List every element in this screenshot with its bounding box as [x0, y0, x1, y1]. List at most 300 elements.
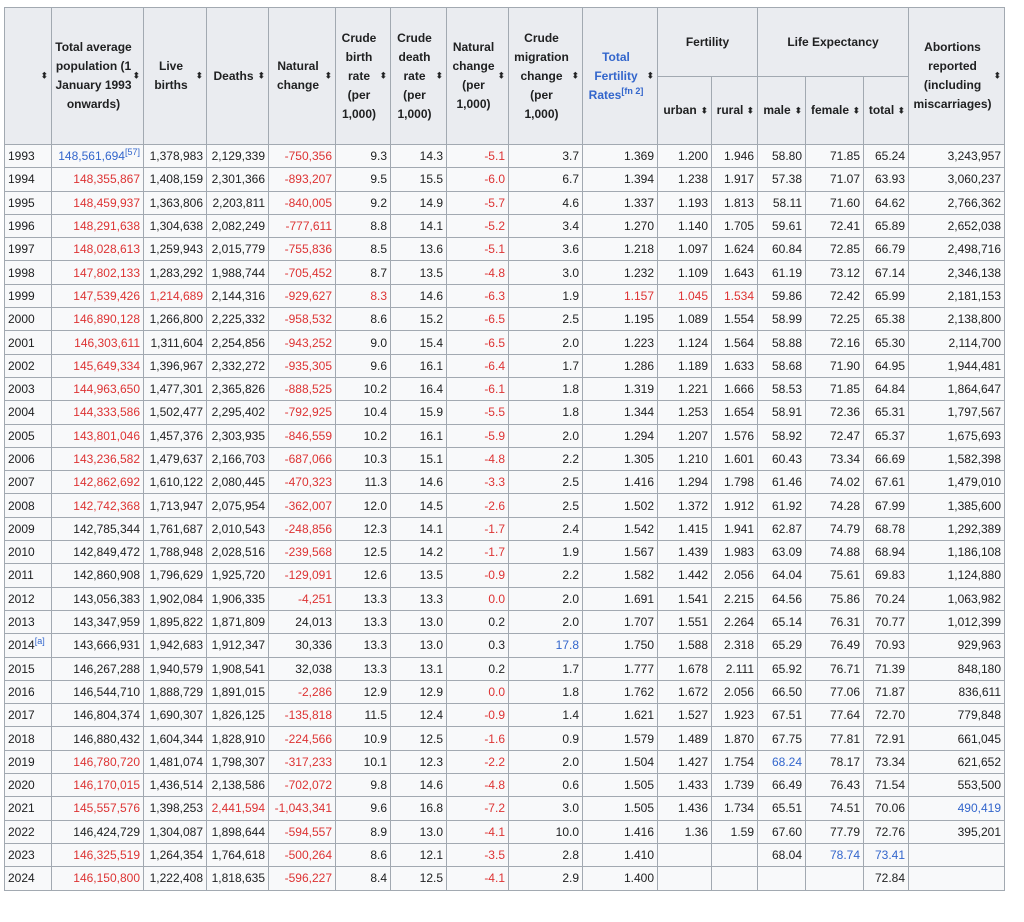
urban-fertility-cell-value: 1.439 [677, 545, 708, 560]
migration-cell [509, 820, 583, 843]
natural-change-rate-cell-value: -1.7 [484, 521, 505, 536]
sort-icon: ⬍ [324, 70, 332, 81]
crude-birth-rate-cell-value: 12.5 [363, 545, 387, 560]
population-cell-value: 146,890,128 [73, 312, 140, 327]
female-life-expectancy-cell [806, 610, 864, 633]
deaths-cell-value: 2,015,779 [211, 242, 265, 257]
deaths-cell [207, 541, 269, 564]
urban-fertility-cell [658, 634, 712, 657]
natural-change-cell-value: -500,264 [284, 848, 332, 863]
year-cell [5, 401, 52, 424]
live-births-cell-value: 1,363,806 [149, 195, 203, 210]
tfr-cell [583, 843, 658, 866]
abortions-cell-value: 1,292,389 [947, 521, 1001, 536]
deaths-cell [207, 308, 269, 331]
crude-birth-rate-cell-value: 9.2 [370, 195, 387, 210]
tfr-cell-value: 1.394 [623, 172, 654, 187]
col-header-female[interactable]: female ⬍ [806, 77, 864, 145]
live-births-cell [144, 820, 207, 843]
crude-death-rate-cell [391, 238, 447, 261]
migration-cell [509, 145, 583, 168]
deaths-cell-value: 1,898,644 [211, 824, 265, 839]
natural-change-rate-cell [447, 494, 509, 517]
live-births-cell [144, 657, 207, 680]
population-cell [52, 238, 144, 261]
urban-fertility-cell-value: 1.193 [677, 195, 708, 210]
total-life-expectancy-cell-value: 65.30 [874, 335, 905, 350]
deaths-cell [207, 587, 269, 610]
migration-cell-value: 0.6 [562, 778, 579, 793]
tfr-cell-value: 1.750 [623, 638, 654, 653]
col-header-male[interactable]: male ⬍ [758, 77, 806, 145]
year-cell-value: 2008 [8, 498, 35, 513]
natural-change-cell-value: -596,227 [284, 871, 332, 886]
male-life-expectancy-cell [758, 774, 806, 797]
crude-death-rate-cell [391, 541, 447, 564]
total-life-expectancy-cell-value: 71.54 [874, 778, 905, 793]
natural-change-rate-cell-value: 0.0 [488, 591, 505, 606]
deaths-cell [207, 820, 269, 843]
urban-fertility-cell [658, 494, 712, 517]
migration-cell [509, 797, 583, 820]
population-cell [52, 843, 144, 866]
tfr-cell-value: 1.505 [623, 778, 654, 793]
year-cell [5, 820, 52, 843]
footnote-ref[interactable]: [a] [34, 636, 45, 647]
natural-change-cell [269, 424, 336, 447]
total-life-expectancy-cell-value: 65.99 [874, 288, 905, 303]
natural-change-rate-cell-value: -2.2 [484, 754, 505, 769]
col-header-abortions[interactable]: Abortions reported (including miscarriages) ⬍ [909, 8, 1005, 145]
live-births-cell [144, 680, 207, 703]
urban-fertility-cell [658, 517, 712, 540]
live-births-cell-value: 1,940,579 [149, 661, 203, 676]
table-row [5, 680, 1005, 703]
deaths-cell [207, 494, 269, 517]
crude-birth-rate-cell [336, 354, 391, 377]
year-cell [5, 843, 52, 866]
female-life-expectancy-cell-value: 73.12 [829, 265, 860, 280]
rural-fertility-cell [712, 680, 758, 703]
crude-death-rate-cell-value: 14.9 [419, 195, 443, 210]
migration-cell-value: 2.5 [562, 498, 579, 513]
population-cell-value: 147,802,133 [73, 265, 140, 280]
population-cell-value: 143,056,383 [73, 591, 140, 606]
tfr-cell-value: 1.218 [623, 242, 654, 257]
abortions-cell-value: 1,063,982 [947, 591, 1001, 606]
crude-birth-rate-cell [336, 820, 391, 843]
col-header-deaths[interactable]: Deaths ⬍ [207, 8, 269, 145]
col-header-natural-change-rate[interactable]: Natural change (per 1,000) ⬍ [447, 8, 509, 145]
col-header-migration[interactable]: Crude migration change (per 1,000) ⬍ [509, 8, 583, 145]
urban-fertility-cell [658, 401, 712, 424]
table-row [5, 494, 1005, 517]
deaths-cell [207, 750, 269, 773]
deaths-cell [207, 377, 269, 400]
natural-change-rate-cell [447, 191, 509, 214]
crude-death-rate-cell [391, 657, 447, 680]
population-cell [52, 331, 144, 354]
live-births-cell-value: 1,396,967 [149, 358, 203, 373]
deaths-cell [207, 564, 269, 587]
rural-fertility-cell-value: 1.643 [723, 265, 754, 280]
natural-change-cell-value: -755,836 [284, 242, 332, 257]
crude-birth-rate-cell [336, 774, 391, 797]
col-header-year[interactable] [5, 8, 52, 145]
total-life-expectancy-cell [864, 214, 909, 237]
migration-cell [509, 191, 583, 214]
migration-cell [509, 680, 583, 703]
tfr-cell [583, 657, 658, 680]
crude-birth-rate-cell [336, 168, 391, 191]
population-cell-value: 142,860,908 [73, 568, 140, 583]
live-births-cell-value: 1,888,729 [149, 684, 203, 699]
female-life-expectancy-cell [806, 680, 864, 703]
crude-death-rate-cell-value: 14.6 [419, 778, 443, 793]
population-cell-value: 144,333,586 [73, 405, 140, 420]
urban-fertility-cell-value: 1.207 [677, 428, 708, 443]
tfr-cell-value: 1.762 [623, 684, 654, 699]
abortions-cell [909, 308, 1005, 331]
natural-change-rate-cell-value: -4.1 [484, 871, 505, 886]
col-header-crude-birth-rate[interactable]: Crude birth rate (per 1,000) ⬍ [336, 8, 391, 145]
crude-birth-rate-cell [336, 401, 391, 424]
year-cell [5, 727, 52, 750]
crude-death-rate-cell-value: 14.1 [419, 219, 443, 234]
migration-cell [509, 704, 583, 727]
crude-death-rate-cell [391, 191, 447, 214]
population-cell [52, 587, 144, 610]
migration-cell-value: 2.0 [562, 754, 579, 769]
rural-fertility-cell [712, 331, 758, 354]
year-cell-value: 2013 [8, 615, 35, 630]
female-life-expectancy-cell-value: 77.06 [829, 684, 860, 699]
deaths-cell-value: 1,906,335 [211, 591, 265, 606]
total-life-expectancy-cell-value: 65.89 [874, 219, 905, 234]
urban-fertility-cell-value: 1.294 [677, 475, 708, 490]
live-births-cell-value: 1,264,354 [149, 848, 203, 863]
table-row [5, 145, 1005, 168]
natural-change-rate-cell-value: -5.9 [484, 428, 505, 443]
total-life-expectancy-cell-value: 63.93 [874, 172, 905, 187]
crude-death-rate-cell [391, 867, 447, 890]
tfr-cell-value: 1.542 [623, 521, 654, 536]
natural-change-cell-value: -224,566 [284, 731, 332, 746]
crude-death-rate-cell-value: 14.5 [419, 498, 443, 513]
male-life-expectancy-cell-value: 64.56 [771, 591, 802, 606]
male-life-expectancy-cell-value: 65.92 [771, 661, 802, 676]
crude-birth-rate-cell [336, 750, 391, 773]
crude-death-rate-cell [391, 168, 447, 191]
crude-death-rate-cell-value: 12.5 [419, 731, 443, 746]
sort-icon: ⬍ [195, 70, 203, 81]
migration-cell [509, 214, 583, 237]
population-cell [52, 447, 144, 470]
urban-fertility-cell [658, 191, 712, 214]
deaths-cell-value: 1,818,635 [211, 871, 265, 886]
deaths-cell-value: 1,798,307 [211, 754, 265, 769]
tfr-cell-value: 1.621 [623, 708, 654, 723]
crude-death-rate-cell [391, 634, 447, 657]
tfr-cell [583, 377, 658, 400]
natural-change-cell-value: -935,305 [284, 358, 332, 373]
female-life-expectancy-cell [806, 214, 864, 237]
migration-cell-value: 17.8 [555, 638, 579, 653]
natural-change-cell [269, 657, 336, 680]
crude-death-rate-cell [391, 610, 447, 633]
female-life-expectancy-cell [806, 261, 864, 284]
female-life-expectancy-cell [806, 774, 864, 797]
tfr-footnote-ref[interactable]: [fn 2] [621, 85, 644, 96]
female-life-expectancy-cell-value: 73.34 [829, 452, 860, 466]
rural-fertility-cell-value: 1.624 [723, 242, 754, 257]
total-life-expectancy-cell [864, 541, 909, 564]
crude-birth-rate-cell [336, 214, 391, 237]
crude-death-rate-cell-value: 13.5 [419, 568, 443, 583]
crude-death-rate-cell [391, 331, 447, 354]
year-cell-value: 2016 [8, 684, 35, 699]
live-births-cell [144, 774, 207, 797]
year-cell [5, 214, 52, 237]
tfr-cell [583, 610, 658, 633]
migration-cell-value: 2.4 [562, 521, 579, 536]
total-life-expectancy-cell [864, 797, 909, 820]
natural-change-cell [269, 377, 336, 400]
crude-birth-rate-cell [336, 447, 391, 470]
natural-change-cell-value: 24,013 [295, 615, 332, 630]
col-header-tfr[interactable] [583, 8, 658, 145]
total-life-expectancy-cell [864, 517, 909, 540]
total-life-expectancy-cell-value: 70.93 [874, 638, 905, 653]
population-cell-value: 145,649,334 [73, 358, 140, 373]
crude-death-rate-cell-value: 13.3 [419, 591, 443, 606]
crude-birth-rate-cell-value: 8.5 [370, 242, 387, 257]
deaths-cell [207, 261, 269, 284]
migration-cell [509, 610, 583, 633]
rural-fertility-cell-value: 2.264 [723, 615, 754, 630]
population-cell [52, 820, 144, 843]
rural-fertility-cell [712, 191, 758, 214]
migration-cell [509, 517, 583, 540]
crude-birth-rate-cell [336, 541, 391, 564]
year-cell-value: 2000 [8, 312, 35, 327]
deaths-cell-value: 1,828,910 [211, 731, 265, 746]
deaths-cell-value: 2,365,826 [211, 382, 265, 397]
male-life-expectancy-cell-value: 58.88 [771, 335, 802, 350]
rural-fertility-cell [712, 238, 758, 261]
natural-change-cell [269, 797, 336, 820]
population-cell-value: 146,170,015 [73, 778, 140, 793]
urban-fertility-cell-value: 1.427 [677, 754, 708, 769]
urban-fertility-cell-value: 1.436 [677, 801, 708, 816]
deaths-cell-value: 2,225,332 [211, 312, 265, 327]
female-life-expectancy-cell-value: 74.51 [829, 801, 860, 816]
crude-death-rate-cell [391, 494, 447, 517]
male-life-expectancy-cell-value: 63.09 [771, 545, 802, 560]
female-life-expectancy-cell [806, 704, 864, 727]
natural-change-cell [269, 261, 336, 284]
tfr-link[interactable]: Total Fertility Rates [588, 49, 638, 102]
population-cell-value: 146,804,374 [73, 708, 140, 723]
urban-fertility-cell [658, 750, 712, 773]
total-life-expectancy-cell [864, 774, 909, 797]
female-life-expectancy-cell [806, 238, 864, 261]
crude-birth-rate-cell-value: 12.9 [363, 684, 387, 699]
tfr-cell-value: 1.504 [623, 754, 654, 769]
female-life-expectancy-cell-value: 76.43 [829, 778, 860, 793]
crude-death-rate-cell-value: 15.1 [419, 452, 443, 466]
migration-cell [509, 727, 583, 750]
abortions-cell-value: 490,419 [957, 801, 1001, 816]
migration-cell-value: 2.2 [562, 452, 579, 466]
col-header-natural-change[interactable]: Natural change ⬍ [269, 8, 336, 145]
tfr-cell [583, 191, 658, 214]
crude-death-rate-cell-value: 12.9 [419, 684, 443, 699]
crude-death-rate-cell [391, 587, 447, 610]
abortions-cell-value: 2,766,362 [947, 195, 1001, 210]
urban-fertility-cell [658, 471, 712, 494]
year-cell-value: 2004 [8, 405, 35, 420]
crude-death-rate-cell-value: 15.4 [419, 335, 443, 350]
urban-fertility-cell [658, 727, 712, 750]
population-cell [52, 634, 144, 657]
live-births-cell-value: 1,266,800 [149, 312, 203, 327]
population-cell-value: 148,028,613 [73, 242, 140, 257]
year-cell-value: 2012 [8, 591, 35, 606]
live-births-cell [144, 750, 207, 773]
urban-fertility-cell-value: 1.253 [677, 405, 708, 420]
urban-fertility-cell-value: 1.221 [677, 382, 708, 397]
deaths-cell-value: 2,138,586 [211, 778, 265, 793]
tfr-cell [583, 284, 658, 307]
crude-birth-rate-cell-value: 8.6 [370, 312, 387, 327]
total-life-expectancy-cell-value: 67.61 [874, 475, 905, 490]
crude-birth-rate-cell-value: 12.6 [363, 568, 387, 583]
migration-cell [509, 308, 583, 331]
male-life-expectancy-cell [758, 750, 806, 773]
tfr-cell [583, 750, 658, 773]
footnote-ref[interactable]: [57] [124, 147, 140, 158]
table-row [5, 820, 1005, 843]
natural-change-rate-cell-value: -6.5 [484, 335, 505, 350]
total-life-expectancy-cell-value: 71.39 [874, 661, 905, 676]
female-life-expectancy-cell [806, 867, 864, 890]
natural-change-rate-cell [447, 447, 509, 470]
migration-cell-value: 10.0 [555, 824, 579, 839]
female-life-expectancy-cell [806, 657, 864, 680]
natural-change-rate-cell-value: -6.0 [484, 172, 505, 187]
total-life-expectancy-cell-value: 64.62 [874, 195, 905, 210]
migration-cell-value: 1.7 [562, 661, 579, 676]
crude-birth-rate-cell-value: 11.3 [364, 475, 387, 490]
crude-death-rate-cell-value: 15.9 [419, 405, 443, 420]
crude-death-rate-cell-value: 13.5 [419, 265, 443, 280]
total-life-expectancy-cell [864, 354, 909, 377]
year-cell [5, 564, 52, 587]
col-header-crude-death-rate[interactable]: Crude death rate (per 1,000) ⬍ [391, 8, 447, 145]
deaths-cell [207, 843, 269, 866]
col-header-population[interactable]: Total average population (1 January 1993 onwards) ⬍ [52, 8, 144, 145]
natural-change-rate-cell-value: -6.5 [484, 312, 505, 327]
total-life-expectancy-cell [864, 587, 909, 610]
abortions-cell-value: 1,944,481 [947, 358, 1001, 373]
population-cell-value: 148,459,937 [73, 195, 140, 210]
abortions-cell-value: 3,243,957 [947, 149, 1001, 164]
population-cell-value: 143,347,959 [73, 615, 140, 630]
natural-change-cell [269, 331, 336, 354]
deaths-cell-value: 2,332,272 [211, 358, 265, 373]
natural-change-cell [269, 494, 336, 517]
urban-fertility-cell [658, 843, 712, 866]
rural-fertility-cell [712, 774, 758, 797]
tfr-cell [583, 797, 658, 820]
col-header-rural[interactable]: rural ⬍ [712, 77, 758, 145]
col-header-total[interactable]: total ⬍ [864, 77, 909, 145]
migration-cell-value: 6.7 [562, 172, 579, 187]
abortions-cell-value: 2,346,138 [947, 265, 1001, 280]
sort-icon: ⬍ [897, 105, 905, 115]
population-cell-value: 146,780,720 [73, 754, 140, 769]
total-life-expectancy-cell-value: 65.37 [874, 428, 905, 443]
migration-cell-value: 2.2 [562, 568, 579, 583]
total-life-expectancy-cell-value: 67.99 [874, 498, 905, 513]
male-life-expectancy-cell [758, 471, 806, 494]
col-header-live-births[interactable]: Live births ⬍ [144, 8, 207, 145]
rural-fertility-cell [712, 797, 758, 820]
rural-fertility-cell-value: 2.318 [723, 638, 754, 653]
natural-change-cell-value: -317,233 [284, 754, 332, 769]
population-cell-value: 148,355,867 [73, 172, 140, 187]
migration-cell-value: 1.9 [562, 288, 579, 303]
migration-cell [509, 284, 583, 307]
live-births-cell-value: 1,895,822 [149, 615, 203, 630]
rural-fertility-cell-value: 1.666 [723, 382, 754, 397]
migration-cell-value: 3.6 [562, 242, 579, 257]
deaths-cell-value: 2,203,811 [212, 195, 265, 210]
rural-fertility-cell [712, 867, 758, 890]
tfr-cell [583, 680, 658, 703]
total-life-expectancy-cell [864, 377, 909, 400]
male-life-expectancy-cell-value: 65.29 [771, 638, 802, 653]
tfr-cell [583, 704, 658, 727]
population-cell [52, 214, 144, 237]
abortions-cell [909, 168, 1005, 191]
migration-cell [509, 634, 583, 657]
live-births-cell-value: 1,502,477 [149, 405, 203, 420]
migration-cell-value: 2.5 [562, 312, 579, 327]
natural-change-rate-cell-value: -4.8 [484, 265, 505, 280]
abortions-cell [909, 727, 1005, 750]
col-header-urban[interactable]: urban ⬍ [658, 77, 712, 145]
natural-change-cell [269, 727, 336, 750]
migration-cell [509, 424, 583, 447]
rural-fertility-cell [712, 261, 758, 284]
population-cell-value: 147,539,426 [73, 288, 140, 303]
urban-fertility-cell-value: 1.442 [677, 568, 708, 583]
rural-fertility-cell [712, 447, 758, 470]
male-life-expectancy-cell-value: 58.68 [771, 358, 802, 373]
crude-birth-rate-cell [336, 284, 391, 307]
natural-change-cell-value: -840,005 [284, 195, 332, 210]
year-cell-value: 2007 [8, 475, 35, 490]
natural-change-cell-value: -2,286 [297, 684, 332, 699]
crude-death-rate-cell-value: 14.6 [419, 475, 443, 490]
abortions-cell [909, 284, 1005, 307]
natural-change-rate-cell [447, 774, 509, 797]
crude-birth-rate-cell-value: 13.3 [363, 638, 387, 653]
deaths-cell [207, 680, 269, 703]
male-life-expectancy-cell [758, 424, 806, 447]
